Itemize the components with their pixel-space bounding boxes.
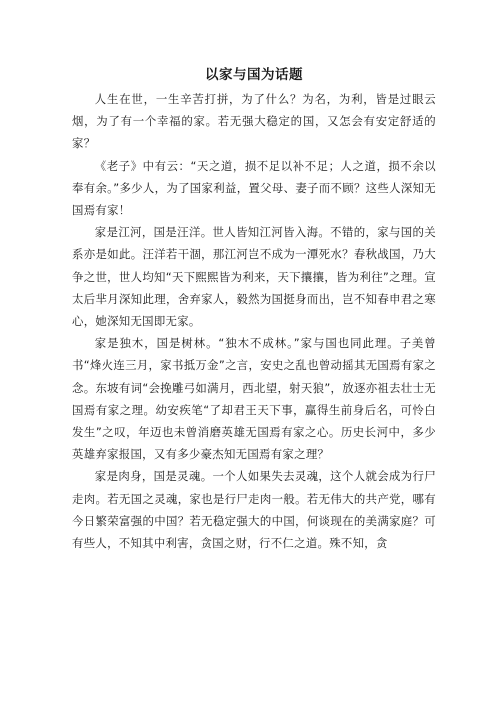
paragraph-2: 《老子》中有云：“天之道，损不足以补不足；人之道，损不余以奉有余。”多少人，为了国家利益，置父母、妻子而不顾？这些人深知无国焉有家！ xyxy=(72,158,436,218)
paragraph-1: 人生在世，一生辛苦打拼，为了什么？为名，为利，皆是过眼云烟，为了有一个幸福的家。若无强大稳定的国，又怎会有安定舒适的家？ xyxy=(72,92,436,151)
document-title: 以家与国为话题 xyxy=(205,67,303,83)
paragraph-5: 家是肉身，国是灵魂。一个人如果失去灵魂，这个人就会成为行尸走肉。若无国之灵魂，家也是行尸走肉一般。若无伟大的共产党，哪有今日繁荣富强的中国？若无稳定强大的中国，何谈现在的美满家庭？可有些人，不知其中利害，贪国之财，行不仁之道。殊不知，贪 xyxy=(72,469,436,551)
paragraph-4: 家是独木，国是树林。“独木不成林。”家与国也同此理。子美曾书“烽火连三月，家书抵万金”之言，安史之乱也曾动摇其无国焉有家之念。东坡有词“会挽雕弓如满月，西北望，射天狼”，放逐亦祖去壮士无国焉有家之理。幼安疾笔“了却君王天下事，赢得生前身后名，可怜白发生”之叹，年迈也未曾消磨英雄无国焉有家之心。历史长河中，多少英雄弃家报国，又有多少豪杰知无国焉有家之理？ xyxy=(72,336,436,462)
paragraph-3: 家是江河，国是汪洋。世人皆知江河皆入海。不错的，家与国的关系亦是如此。汪洋若干涸，那江河岂不成为一潭死水？春秋战国，乃大争之世，世人均知“天下熙熙皆为利来，天下攘攘，皆为利往”之理。宣太后芈月深知此理，舍弃家人，毅然为国挺身而出，岂不知春申君之寒心，她深知无国即无家。 xyxy=(72,225,436,329)
